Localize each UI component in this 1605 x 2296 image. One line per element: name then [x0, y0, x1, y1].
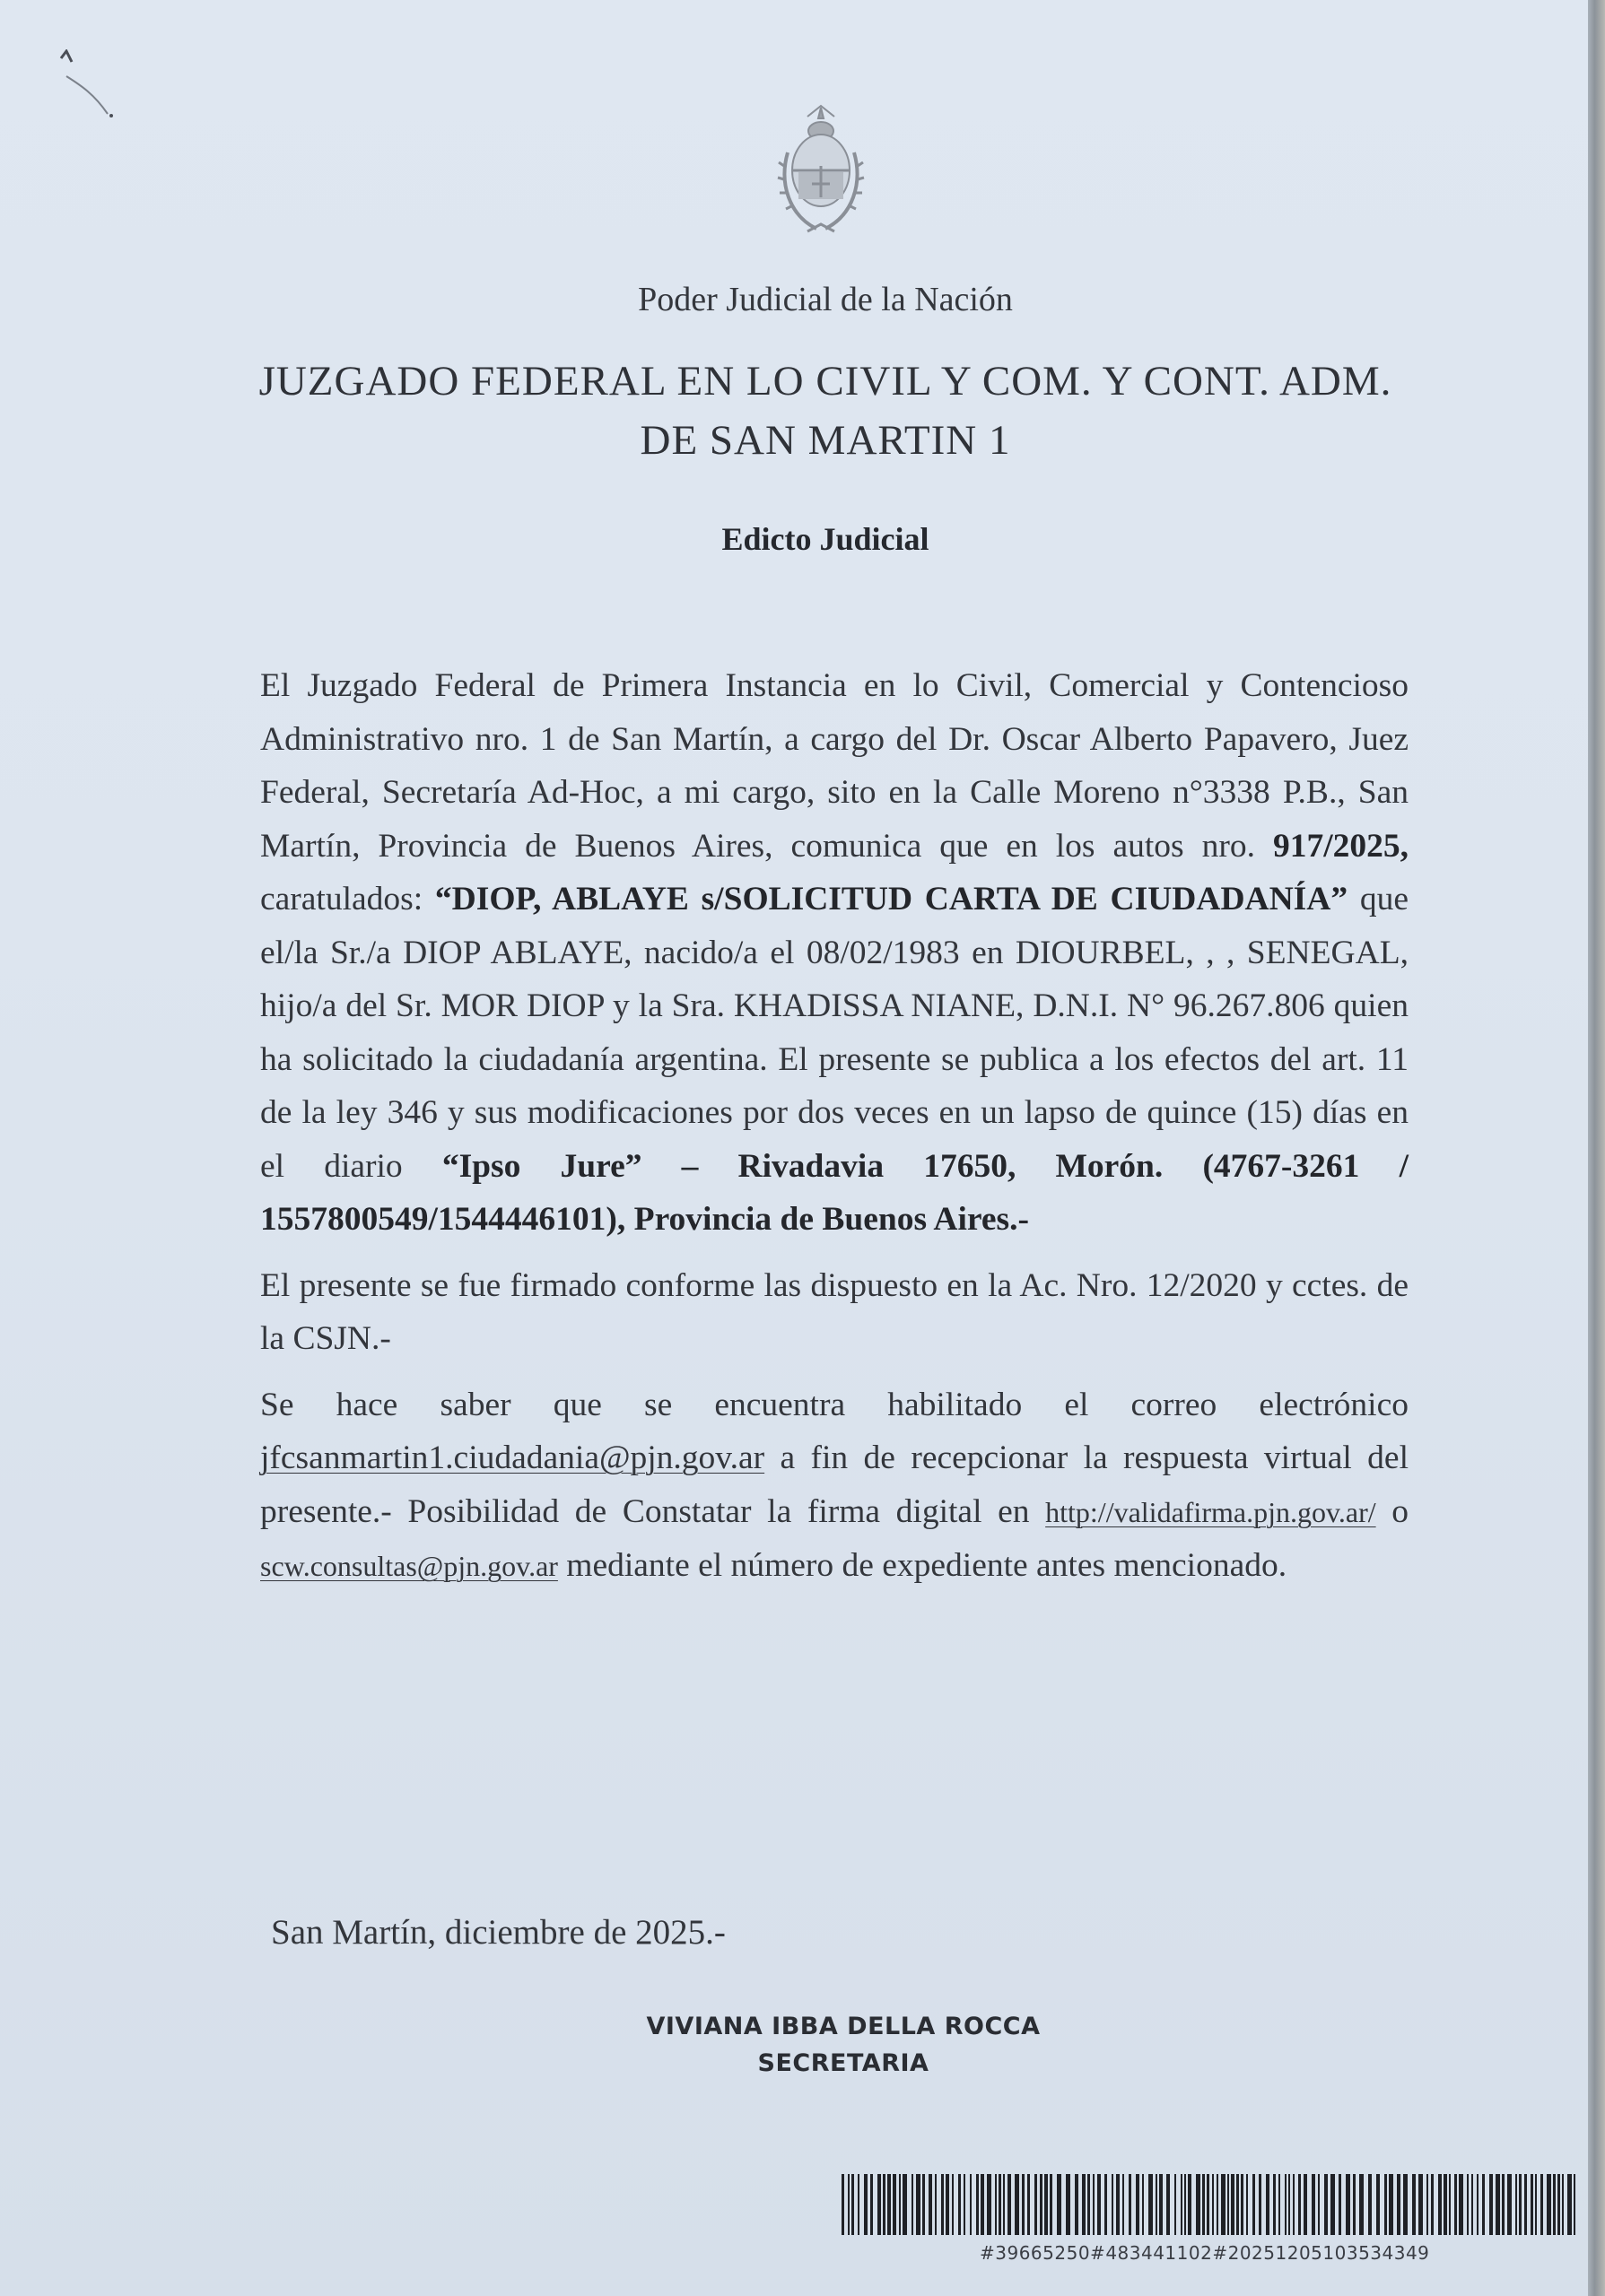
- paragraph1-text-a: El Juzgado Federal de Primera Instancia en lo Civil, Comercial y Contencioso Administrativo nro. 1 de San Martín, a cargo del Dr. Oscar Alberto Papavero, Juez Federal, Secretaría Ad-Hoc, a mi cargo, sito en la Calle Moreno n°3338 P.B., San Martín, Provincia de Buenos Aires, comunica que en los autos nro.: [260, 667, 1409, 865]
- edict-paragraph-2: El presente se fue firmado conforme las dispuesto en la Ac. Nro. 12/2020 y cctes. de la CSJN.-: [260, 1266, 1409, 1357]
- publication-details: “Ipso Jure” – Rivadavia 17650, Morón. (4767-3261 / 1557800549/1544446101), Provincia de Buenos Aires.-: [260, 1147, 1409, 1238]
- document-title: Edicto Judicial: [721, 521, 929, 557]
- institution-name: Poder Judicial de la Nación: [638, 281, 1013, 318]
- edict-paragraph-3: [260, 1378, 1409, 1594]
- paragraph3-text-c: o: [1375, 1492, 1409, 1530]
- contact-email-link[interactable]: jfcsanmartin1.ciudadania@pjn.gov.ar: [260, 1439, 765, 1476]
- paragraph1-text-c: que el/la Sr./a DIOP ABLAYE, nacido/a el 08/02/1983 en DIOURBEL, , , SENEGAL, hijo/a del Sr. MOR DIOP y la Sra. KHADISSA NIANE, D.N.I. N° 96.267.806 quien ha solicitado la ciudadanía argentina. El presente se publica a los efectos del art. 11 de la ley 346 y sus modificaciones por dos veces en un lapso de quince (15) días en el diario: [260, 881, 1409, 1185]
- court-name-line2: DE SAN MARTIN 1: [640, 417, 1011, 464]
- signatory-name: VIVIANA IBBA DELLA ROCCA: [646, 2013, 1041, 2040]
- pen-mark-icon: [54, 49, 117, 121]
- court-name-line1: JUZGADO FEDERAL EN LO CIVIL Y COM. Y CONT. ADM.: [258, 358, 1392, 404]
- court-name: [161, 352, 1489, 470]
- edict-paragraph-1: [260, 659, 1409, 1247]
- paragraph1-text-b: caratulados:: [260, 881, 435, 918]
- edict-body: [260, 659, 1409, 1594]
- place-and-date: San Martín, diciembre de 2025.-: [271, 1913, 726, 1952]
- paragraph3-text-a: Se hace saber que se encuentra habilitado el correo electrónico: [260, 1386, 1409, 1423]
- paragraph3-text-b: a fin de recepcionar la respuesta virtual del presente.- Posibilidad de Constatar la firma digital en: [260, 1439, 1409, 1530]
- barcode-icon: [842, 2174, 1575, 2235]
- signatory-role: SECRETARIA: [757, 2049, 929, 2077]
- case-number: 917/2025,: [1272, 827, 1409, 865]
- barcode-number: #39665250#483441102#20251205103534349: [980, 2242, 1430, 2264]
- case-title: “DIOP, ABLAYE s/SOLICITUD CARTA DE CIUDADANÍA”: [434, 881, 1348, 918]
- signature-validation-link[interactable]: http://validafirma.pjn.gov.ar/: [1045, 1495, 1376, 1528]
- paragraph3-text-d: mediante el número de expediente antes mencionado.: [557, 1547, 1287, 1584]
- consultation-email-link[interactable]: scw.consultas@pjn.gov.ar: [260, 1550, 558, 1582]
- argentina-coat-of-arms-icon: [772, 99, 870, 242]
- background-surface: [1588, 0, 1605, 2296]
